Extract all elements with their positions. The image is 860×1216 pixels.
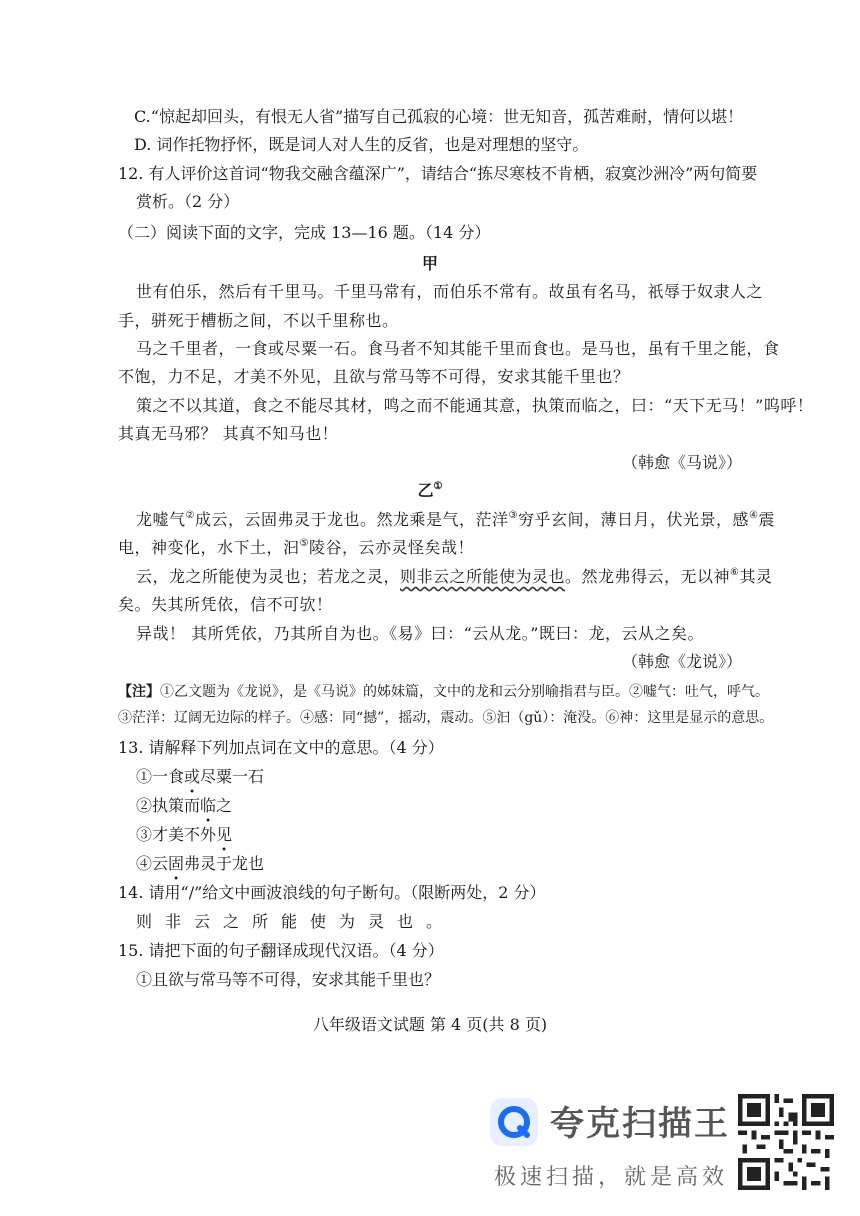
source-mashuo: （韩愈《马说》） [621, 453, 742, 472]
notes-line2: ③茫洋：辽阔无边际的样子。④感：同“撼”，摇动，震动。⑤汩（gǔ）：淹没。⑥神：这里是显示的意思。 [118, 710, 774, 726]
page-footer: 八年级语文试题 第 4 页(共 8 页) [312, 1015, 548, 1034]
jia-para1-line2: 手，骈死于槽枥之间，不以千里称也。 [118, 311, 399, 330]
yi-para3: 异哉！ 其所凭依，乃其所自为也。《易》曰：“云从龙。”既曰：龙，云从之矣。 [136, 624, 704, 643]
yi-para1-line2: 电，神变化，水下土，汩⑤陵谷，云亦灵怪矣哉！ [118, 538, 474, 557]
quark-logo-icon [490, 1098, 538, 1146]
watermark-title: 夸克扫描王 [550, 1104, 730, 1144]
jia-para2-line2: 不饱，力不足，才美不外见，且欲与常马等不可得，安求其能千里也？ [118, 367, 630, 386]
q15-item1: ①且欲与常马等不可得，安求其能千里也？ [136, 970, 441, 989]
question-12-cont: 赏析。（2 分） [136, 192, 240, 211]
option-c: C.“惊起却回头，有恨无人省”描写自己孤寂的心境：世无知音，孤苦难耐，情何以堪！ [134, 107, 744, 126]
jia-para2-line1: 马之千里者，一食或尽粟一石。食马者不知其能千里而食也。是马也，虽有千里之能，食 [136, 339, 780, 358]
jia-para3-line1: 策之不以其道，食之不能尽其材，鸣之而不能通其意，执策而临之，曰：“天下无马！”呜呼！ [136, 396, 814, 415]
q13-item3: ③才美不外见 [136, 825, 233, 844]
scanner-watermark [490, 1090, 850, 1200]
jia-para3-line2: 其真无马邪？ 其真不知马也！ [118, 424, 339, 443]
yi-para1-line1: 龙嘘气②成云，云固弗灵于龙也。然龙乘是气，茫洋③穷乎玄间，薄日月，伏光景，感④震 [136, 510, 775, 529]
yi-para2-line2: 矣。失其所凭依，信不可欤！ [118, 595, 333, 614]
q14-sentence: 则非云之所能使为灵也。 [136, 912, 456, 931]
source-longshuo: （韩愈《龙说》） [621, 652, 742, 671]
question-15: 15. 请把下面的句子翻译成现代汉语。（4 分） [118, 941, 444, 960]
question-12: 12. 有人评价这首词“物我交融含蕴深广”，请结合“拣尽寒枝不肯栖，寂寞沙洲冷”两句简要 [118, 164, 758, 183]
text-yi-title: 乙① [417, 481, 443, 500]
text-jia-title: 甲 [421, 254, 438, 273]
qr-code-icon [738, 1094, 834, 1190]
q13-item4: ④云固弗灵于龙也 [136, 854, 265, 873]
question-14: 14. 请用“/”给文中画波浪线的句子断句。（限断两处，2 分） [118, 883, 546, 902]
jia-para1-line1: 世有伯乐，然后有千里马。千里马常有，而伯乐不常有。故虽有名马，祇辱于奴隶人之 [136, 282, 764, 301]
q13-item1: ①一食或尽粟一石 [136, 767, 265, 786]
notes-line1: 【注】①乙文题为《龙说》，是《马说》的姊妹篇，文中的龙和云分别喻指君与臣。②嘘气：吐气，呼气。 [118, 684, 769, 700]
question-13: 13. 请解释下列加点词在文中的意思。（4 分） [118, 738, 444, 757]
q13-item2: ②执策而临之 [136, 796, 233, 815]
yi-para2-line1: 云，龙之所能使为灵也；若龙之灵，则非云之所能使为灵也。然龙弗得云，无以神⑥其灵 [136, 567, 773, 586]
watermark-subtitle: 极速扫描，就是高效 [494, 1165, 729, 1190]
wavy-underlined-sentence: 则非云之所能使为灵也 [400, 567, 566, 586]
option-d: D. 词作托物抒怀，既是词人对人生的反省，也是对理想的坚守。 [134, 135, 589, 154]
section-2-heading: （二）阅读下面的文字，完成 13—16 题。（14 分） [118, 223, 491, 242]
